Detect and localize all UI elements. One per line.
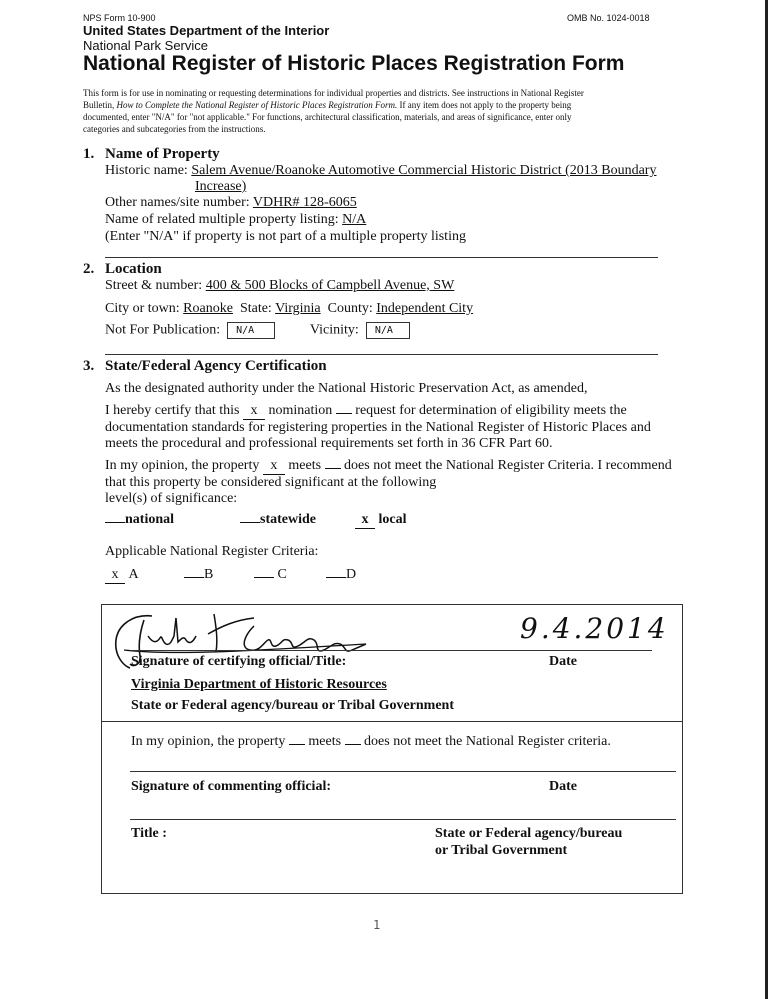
authority-statement: As the designated authority under the National Historic Preservation Act, as amended, — [105, 381, 588, 396]
signature-date: 9.4.2014 — [520, 612, 669, 645]
state-value: Virginia — [275, 301, 321, 316]
agency-name: Virginia Department of Historic Resources — [131, 677, 387, 692]
not-for-publication-label: Not For Publication: — [105, 322, 221, 338]
level-statewide — [240, 512, 316, 528]
state-label: State: — [239, 301, 272, 316]
intro-text: If any item does not apply to the property being — [399, 100, 572, 110]
national-mark[interactable] — [105, 522, 125, 523]
intro-line: This form is for use in nominating or requesting determinations for individual properties and districts. See instructions in National Register — [83, 88, 584, 98]
street-value: 400 & 500 Blocks of Campbell Avenue, SW — [205, 278, 455, 293]
service: National Park Service — [83, 38, 208, 53]
agency-label-2-line-2: or Tribal Government — [435, 843, 568, 858]
intro-text: Bulletin, — [83, 100, 115, 110]
vicinity-label: Vicinity: — [309, 322, 359, 338]
criterion-d-mark[interactable] — [326, 577, 346, 578]
date-label: Date — [549, 654, 577, 669]
statewide-label: statewide — [260, 512, 316, 527]
criteria-label: Applicable National Register Criteria: — [105, 544, 319, 559]
form-number: NPS Form 10-900 — [83, 13, 156, 23]
city-value: Roanoke — [183, 301, 233, 316]
section-3-heading: State/Federal Agency Certification — [105, 358, 327, 374]
county-label: County: — [327, 301, 373, 316]
opinion-text: meets — [308, 734, 342, 749]
historic-name-row — [105, 163, 656, 179]
certification-text: nomination — [268, 403, 333, 418]
county-value: Independent City — [376, 301, 474, 316]
other-names-value: VDHR# 128-6065 — [252, 195, 357, 210]
omb-number: OMB No. 1024-0018 — [567, 13, 650, 23]
criterion-c-letter: C — [277, 567, 287, 582]
other-names-label: Other names/site number: — [105, 195, 250, 210]
certification-text: I hereby certify that this — [105, 403, 240, 418]
other-names-row — [105, 195, 357, 211]
signature-line — [130, 650, 652, 651]
local-mark[interactable]: x — [355, 512, 375, 529]
criterion-b-mark[interactable] — [184, 577, 204, 578]
commenting-opinion — [131, 734, 611, 750]
signature-line — [130, 819, 676, 820]
level-national — [105, 512, 174, 528]
intro-line — [83, 99, 675, 111]
certification-line: documentation standards for registering properties in the National Register of Historic Places and — [105, 420, 651, 435]
opinion-text: meets — [288, 458, 322, 473]
publication-row — [105, 322, 410, 339]
section-1-number: 1. — [83, 146, 95, 162]
level-local — [355, 512, 407, 529]
commenting-official-label: Signature of commenting official: — [131, 779, 331, 794]
city-label: City or town: — [105, 301, 180, 316]
box-divider — [101, 721, 683, 722]
criterion-b — [184, 567, 213, 583]
page-number: 1 — [373, 918, 381, 932]
criterion-a-mark[interactable]: x — [105, 567, 125, 584]
criterion-d — [326, 567, 356, 583]
related-listing-note: (Enter "N/A" if property is not part of a multiple property listing — [105, 229, 466, 244]
opinion-text: does not meet the National Register Criteria. I recommend — [344, 458, 672, 473]
intro-line: categories and subcategories from the instructions. — [83, 124, 266, 134]
divider — [105, 354, 658, 355]
certification-text: request for determination of eligibility meets the — [355, 403, 627, 418]
street-row — [105, 278, 454, 294]
opinion-text: does not meet the National Register criteria. — [364, 734, 611, 749]
intro-instructions — [83, 87, 675, 135]
certifying-official-label: Signature of certifying official/Title: — [131, 654, 347, 669]
scan-edge — [765, 0, 768, 999]
related-listing-value: N/A — [342, 212, 367, 227]
opinion-text: In my opinion, the property — [131, 734, 286, 749]
form-title: National Register of Historic Places Registration Form — [83, 52, 625, 75]
opinion-line: level(s) of significance: — [105, 491, 238, 506]
city-state-county-row — [105, 301, 473, 317]
criterion-d-letter: D — [346, 567, 357, 582]
bulletin-title: How to Complete the National Register of Historic Places Registration Form. — [116, 100, 398, 110]
nomination-mark[interactable]: x — [243, 403, 265, 420]
commenting-meets-mark[interactable] — [289, 744, 305, 745]
section-2-number: 2. — [83, 261, 95, 277]
agency-label-2-line-1: State or Federal agency/bureau — [435, 826, 623, 841]
street-label: Street & number: — [105, 278, 203, 293]
related-listing-row — [105, 212, 366, 228]
criterion-a — [105, 567, 139, 584]
historic-name-value: Salem Avenue/Roanoke Automotive Commercial Historic District (2013 Boundary — [191, 163, 657, 178]
statewide-mark[interactable] — [240, 522, 260, 523]
historic-name-value-cont: Increase) — [195, 179, 247, 194]
not-for-publication-field[interactable]: N/A — [227, 322, 275, 339]
date-label-2: Date — [549, 779, 577, 794]
opinion-text: In my opinion, the property — [105, 458, 260, 473]
local-label: local — [378, 512, 407, 527]
criterion-a-letter: A — [128, 567, 139, 582]
department: United States Department of the Interior — [83, 23, 330, 38]
certification-paragraph — [105, 403, 651, 452]
commenting-does-not-meet-mark[interactable] — [345, 744, 361, 745]
criterion-c — [254, 567, 287, 583]
title-label: Title : — [131, 826, 167, 841]
signature-line — [130, 771, 676, 772]
opinion-paragraph — [105, 458, 672, 507]
intro-line: documented, enter "N/A" for "not applicable." For functions, architectural classification, materials, and areas of significance, enter only — [83, 112, 572, 122]
certification-line — [105, 403, 651, 420]
request-mark[interactable] — [336, 413, 352, 414]
section-2-heading: Location — [105, 261, 162, 277]
certification-line: meets the procedural and professional requirements set forth in 36 CFR Part 60. — [105, 436, 553, 451]
national-label: national — [125, 512, 175, 527]
vicinity-field[interactable]: N/A — [366, 322, 410, 339]
does-not-meet-mark[interactable] — [325, 468, 341, 469]
divider — [105, 257, 658, 258]
section-3-number: 3. — [83, 358, 95, 374]
meets-mark[interactable]: x — [263, 458, 285, 475]
related-listing-label: Name of related multiple property listing: — [105, 212, 339, 227]
opinion-line — [105, 458, 672, 475]
criterion-b-letter: B — [204, 567, 214, 582]
section-1-heading: Name of Property — [105, 146, 220, 162]
historic-name-label: Historic name: — [105, 163, 188, 178]
agency-label: State or Federal agency/bureau or Tribal Government — [131, 698, 455, 713]
criterion-c-mark[interactable] — [254, 577, 274, 578]
opinion-line: that this property be considered significant at the following — [105, 475, 437, 490]
